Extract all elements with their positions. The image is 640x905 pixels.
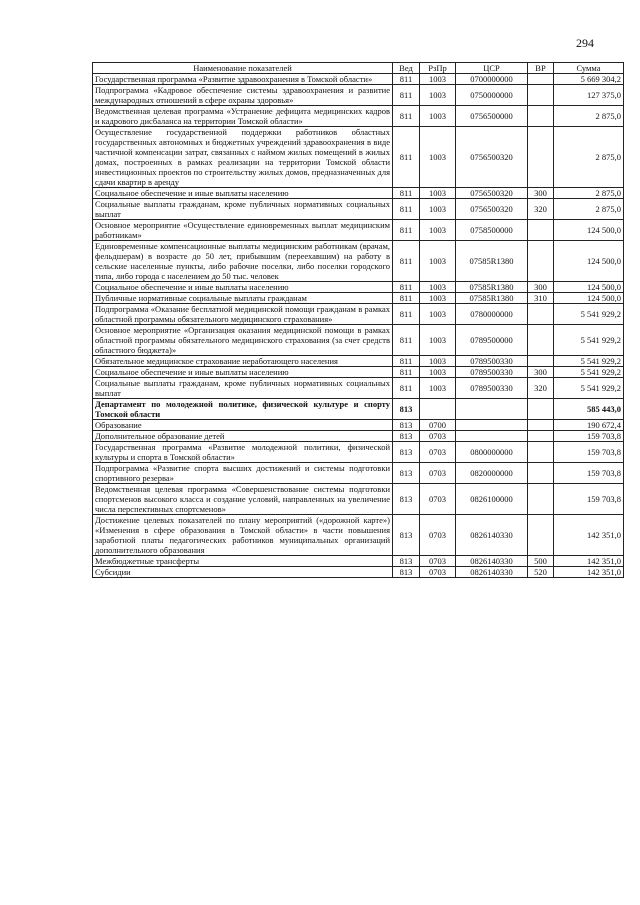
header-ved: Вед	[393, 63, 420, 74]
table-row	[93, 556, 624, 567]
header-sum: Сумма	[554, 63, 624, 74]
row-name: Социальное обеспечение и иные выплаты населению	[93, 282, 393, 293]
row-ved: 811	[393, 282, 420, 293]
row-rzpr: 1003	[420, 241, 456, 282]
row-sum: 2 875,0	[554, 188, 624, 199]
row-sum: 124 500,0	[554, 241, 624, 282]
row-sum: 2 875,0	[554, 199, 624, 220]
row-csr: 07585R1380	[456, 241, 528, 282]
table-row	[93, 127, 624, 188]
row-rzpr: 1003	[420, 220, 456, 241]
row-vr: 300	[528, 188, 554, 199]
row-vr	[528, 304, 554, 325]
row-vr: 500	[528, 556, 554, 567]
row-sum: 159 703,8	[554, 484, 624, 515]
table-row	[93, 367, 624, 378]
table-row	[93, 106, 624, 127]
row-sum: 124 500,0	[554, 220, 624, 241]
row-vr	[528, 463, 554, 484]
table-row	[93, 325, 624, 356]
row-sum: 159 703,8	[554, 463, 624, 484]
row-csr: 0780000000	[456, 304, 528, 325]
table-row	[93, 304, 624, 325]
table-row	[93, 199, 624, 220]
row-vr: 320	[528, 199, 554, 220]
row-rzpr: 0703	[420, 463, 456, 484]
table-row	[93, 293, 624, 304]
row-csr: 0758500000	[456, 220, 528, 241]
row-ved: 811	[393, 85, 420, 106]
row-vr	[528, 484, 554, 515]
row-vr	[528, 106, 554, 127]
page-number: 294	[576, 36, 594, 50]
header-vr: ВР	[528, 63, 554, 74]
row-name: Основное мероприятие «Осуществление единовременных выплат медицинским работникам»	[93, 220, 393, 241]
row-vr	[528, 220, 554, 241]
table-header-row	[93, 63, 624, 74]
row-name: Социальное обеспечение и иные выплаты населению	[93, 188, 393, 199]
row-sum: 127 375,0	[554, 85, 624, 106]
row-csr	[456, 431, 528, 442]
row-ved: 813	[393, 556, 420, 567]
table-row	[93, 515, 624, 556]
row-vr: 310	[528, 293, 554, 304]
row-sum: 5 541 929,2	[554, 378, 624, 399]
row-name: Осуществление государственной поддержки работников областных государственных автономных и бюджетных учреждений здравоохранения в виде частичной компенсации затрат, связанных с наймом жилых помещений в жилых домах, построенных в рамках реализации на территории Томской области инвестиционных проектов по строительству жилых домов, предназначенных для сдачи квартир в аренду	[93, 127, 393, 188]
row-name: Образование	[93, 420, 393, 431]
row-csr: 0789500330	[456, 356, 528, 367]
table-row	[93, 420, 624, 431]
row-vr	[528, 399, 554, 420]
table-row	[93, 431, 624, 442]
row-csr: 0756500000	[456, 106, 528, 127]
row-name: Государственная программа «Развитие молодежной политики, физической культуры и спорта в Томской области»	[93, 442, 393, 463]
row-rzpr: 1003	[420, 188, 456, 199]
row-ved: 813	[393, 484, 420, 515]
row-csr: 0750000000	[456, 85, 528, 106]
table-row	[93, 399, 624, 420]
row-ved: 813	[393, 515, 420, 556]
row-csr: 0820000000	[456, 463, 528, 484]
row-vr	[528, 74, 554, 85]
row-vr	[528, 431, 554, 442]
row-csr	[456, 420, 528, 431]
row-csr: 07585R1380	[456, 282, 528, 293]
row-rzpr: 1003	[420, 106, 456, 127]
row-name: Социальные выплаты гражданам, кроме публичных нормативных социальных выплат	[93, 378, 393, 399]
row-name: Публичные нормативные социальные выплаты гражданам	[93, 293, 393, 304]
row-sum: 5 541 929,2	[554, 367, 624, 378]
header-rzpr: РзПр	[420, 63, 456, 74]
row-name: Департамент по молодежной политике, физической культуре и спорту Томской области	[93, 399, 393, 420]
row-sum: 2 875,0	[554, 106, 624, 127]
row-csr: 07585R1380	[456, 293, 528, 304]
row-ved: 811	[393, 241, 420, 282]
row-csr: 0756500320	[456, 199, 528, 220]
row-sum: 5 669 304,2	[554, 74, 624, 85]
row-vr	[528, 420, 554, 431]
row-rzpr: 1003	[420, 85, 456, 106]
row-ved: 813	[393, 431, 420, 442]
row-name: Единовременные компенсационные выплаты медицинским работникам (врачам, фельдшерам) в возрасте до 50 лет, прибывшим (переехавшим) на работу в сельские населенные пункты, либо рабочие поселки, либо поселки городского типа, либо города с населением до 50 тыс. человек	[93, 241, 393, 282]
row-name: Подпрограмма «Кадровое обеспечение системы здравоохранения и развитие международных отношений в сфере охраны здоровья»	[93, 85, 393, 106]
row-sum: 159 703,8	[554, 442, 624, 463]
row-vr	[528, 127, 554, 188]
row-sum: 5 541 929,2	[554, 356, 624, 367]
row-name: Дополнительное образование детей	[93, 431, 393, 442]
row-ved: 811	[393, 74, 420, 85]
row-csr: 0756500320	[456, 127, 528, 188]
row-name: Основное мероприятие «Организация оказания медицинской помощи в рамках областной программы обязательного медицинского страхования (за счет средств областного бюджета)»	[93, 325, 393, 356]
row-rzpr: 0703	[420, 442, 456, 463]
row-name: Обязательное медицинское страхование неработающего населения	[93, 356, 393, 367]
row-csr: 0789500330	[456, 378, 528, 399]
row-csr: 0826100000	[456, 484, 528, 515]
row-ved: 813	[393, 463, 420, 484]
row-ved: 811	[393, 304, 420, 325]
row-vr	[528, 442, 554, 463]
row-sum: 585 443,0	[554, 399, 624, 420]
row-name: Межбюджетные трансферты	[93, 556, 393, 567]
row-rzpr: 1003	[420, 356, 456, 367]
row-rzpr: 0703	[420, 556, 456, 567]
row-ved: 811	[393, 199, 420, 220]
row-rzpr: 1003	[420, 325, 456, 356]
row-rzpr: 1003	[420, 304, 456, 325]
table-row	[93, 567, 624, 578]
table-row	[93, 220, 624, 241]
row-sum: 159 703,8	[554, 431, 624, 442]
table-row	[93, 282, 624, 293]
row-rzpr: 1003	[420, 199, 456, 220]
row-vr: 300	[528, 367, 554, 378]
row-csr: 0826140330	[456, 515, 528, 556]
row-sum: 2 875,0	[554, 127, 624, 188]
row-name: Социальные выплаты гражданам, кроме публичных нормативных социальных выплат	[93, 199, 393, 220]
table-row	[93, 463, 624, 484]
row-sum: 142 351,0	[554, 515, 624, 556]
row-vr: 300	[528, 282, 554, 293]
row-csr: 0826140330	[456, 556, 528, 567]
row-csr: 0756500320	[456, 188, 528, 199]
row-sum: 5 541 929,2	[554, 304, 624, 325]
row-sum: 190 672,4	[554, 420, 624, 431]
table-row	[93, 356, 624, 367]
row-rzpr: 1003	[420, 293, 456, 304]
row-ved: 811	[393, 127, 420, 188]
row-ved: 811	[393, 356, 420, 367]
row-sum: 124 500,0	[554, 282, 624, 293]
row-rzpr: 0703	[420, 567, 456, 578]
row-rzpr: 1003	[420, 74, 456, 85]
row-vr	[528, 356, 554, 367]
row-sum: 142 351,0	[554, 567, 624, 578]
row-vr	[528, 515, 554, 556]
row-name: Ведомственная целевая программа «Совершенствование системы подготовки спортсменов высокого класса и создание условий, направленных на увеличение числа перспективных спортсменов»	[93, 484, 393, 515]
row-vr: 520	[528, 567, 554, 578]
table-row	[93, 484, 624, 515]
row-rzpr: 0700	[420, 420, 456, 431]
row-rzpr	[420, 399, 456, 420]
row-ved: 813	[393, 420, 420, 431]
table-row	[93, 378, 624, 399]
row-rzpr: 1003	[420, 282, 456, 293]
row-rzpr: 1003	[420, 378, 456, 399]
row-vr	[528, 325, 554, 356]
table-row	[93, 442, 624, 463]
row-ved: 813	[393, 442, 420, 463]
row-name: Государственная программа «Развитие здравоохранения в Томской области»	[93, 74, 393, 85]
row-name: Социальное обеспечение и иные выплаты населению	[93, 367, 393, 378]
table-row	[93, 188, 624, 199]
row-csr: 0826140330	[456, 567, 528, 578]
row-rzpr: 0703	[420, 484, 456, 515]
row-sum: 5 541 929,2	[554, 325, 624, 356]
row-ved: 811	[393, 220, 420, 241]
row-rzpr: 0703	[420, 515, 456, 556]
row-ved: 811	[393, 293, 420, 304]
table-row	[93, 74, 624, 85]
row-ved: 811	[393, 188, 420, 199]
row-name: Подпрограмма «Оказание бесплатной медицинской помощи гражданам в рамках областной программы обязательного медицинского страхования»	[93, 304, 393, 325]
table-row	[93, 85, 624, 106]
row-sum: 124 500,0	[554, 293, 624, 304]
row-rzpr: 0703	[420, 431, 456, 442]
header-name: Наименование показателей	[93, 63, 393, 74]
row-csr: 0789500000	[456, 325, 528, 356]
row-vr	[528, 85, 554, 106]
row-name: Достижение целевых показателей по плану мероприятий («дорожной карте») «Изменения в сфере образования в Томской области» в части повышения заработной платы педагогических работников муниципальных организаций дополнительного образования	[93, 515, 393, 556]
row-name: Подпрограмма «Развитие спорта высших достижений и системы подготовки спортивного резерва»	[93, 463, 393, 484]
row-ved: 811	[393, 367, 420, 378]
row-csr	[456, 399, 528, 420]
row-ved: 811	[393, 325, 420, 356]
row-csr: 0800000000	[456, 442, 528, 463]
row-csr: 0789500330	[456, 367, 528, 378]
row-ved: 811	[393, 378, 420, 399]
row-ved: 811	[393, 106, 420, 127]
row-sum: 142 351,0	[554, 556, 624, 567]
header-csr: ЦСР	[456, 63, 528, 74]
budget-table	[92, 62, 624, 578]
row-rzpr: 1003	[420, 367, 456, 378]
row-name: Субсидии	[93, 567, 393, 578]
row-csr: 0700000000	[456, 74, 528, 85]
table-row	[93, 241, 624, 282]
row-rzpr: 1003	[420, 127, 456, 188]
row-vr	[528, 241, 554, 282]
row-ved: 813	[393, 399, 420, 420]
row-name: Ведомственная целевая программа «Устранение дефицита медицинских кадров и кадрового дисбаланса на территории Томской области»	[93, 106, 393, 127]
row-ved: 813	[393, 567, 420, 578]
row-vr: 320	[528, 378, 554, 399]
